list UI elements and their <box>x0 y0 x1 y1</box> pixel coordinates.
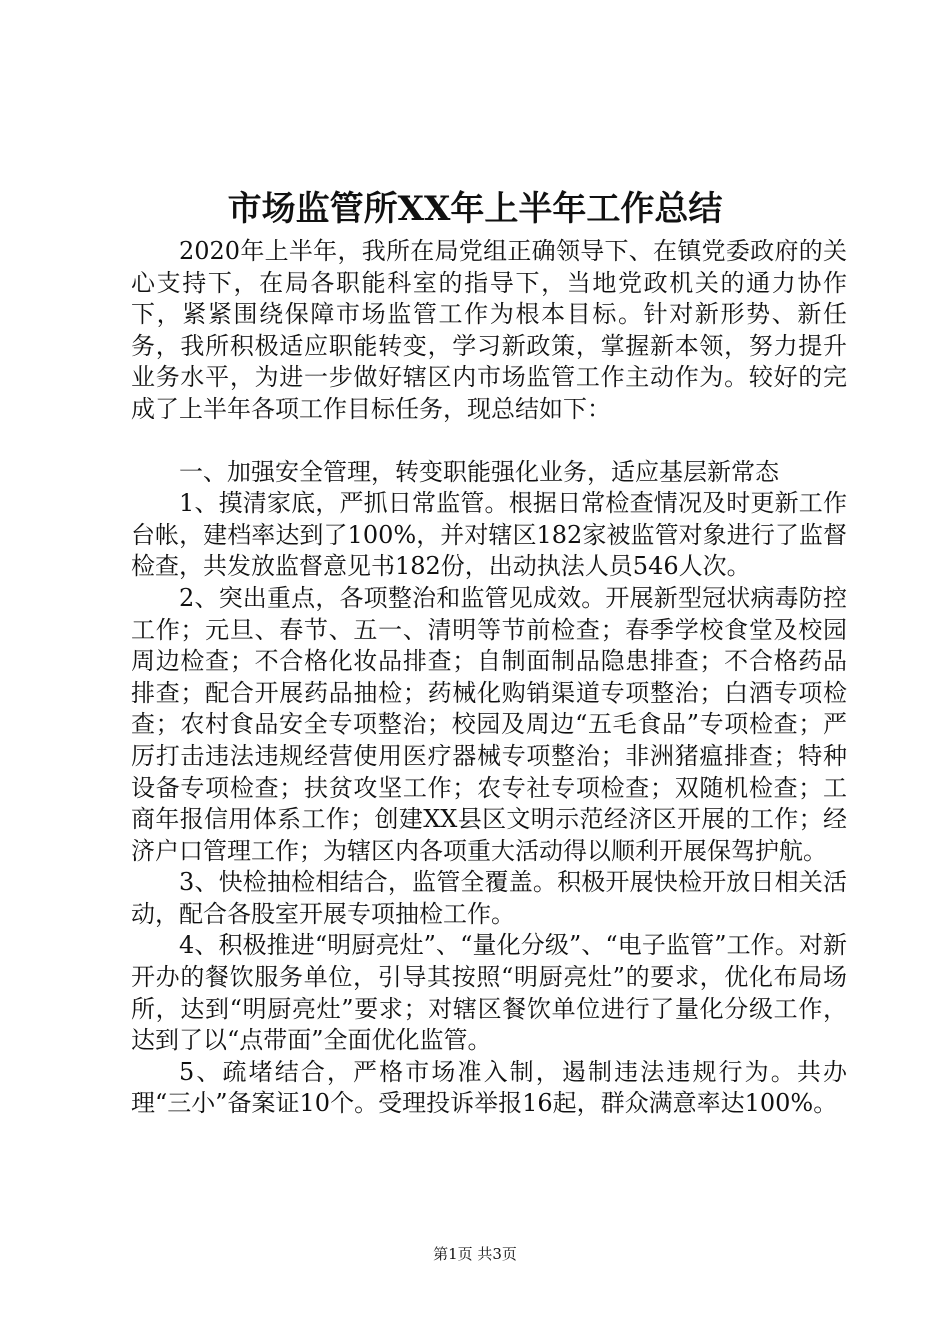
intro-paragraph: 2020年上半年，我所在局党组正确领导下、在镇党委政府的关心支持下，在局各职能科室的指导下，当地党政机关的通力协作下，紧紧围绕保障市场监管工作为根本目标。针对新形势、新任务，我所积极适应职能转变，学习新政策，掌握新本领，努力提升业务水平，为进一步做好辖区内市场监管工作主动作为。较好的完成了上半年各项工作目标任务，现总结如下： <box>131 237 847 423</box>
body-paragraph: 4、积极推进“明厨亮灶”、“量化分级”、“电子监管”工作。对新开办的餐饮服务单位，引导其按照“明厨亮灶”的要求，优化布局场所，达到“明厨亮灶”要求；对辖区餐饮单位进行了量化分级工作，达到了以“点带面”全面优化监管。 <box>131 931 847 1055</box>
document-body <box>131 236 847 1120</box>
page-footer: 第1页 共3页 <box>433 1245 517 1263</box>
body-paragraph: 2、突出重点，各项整治和监管见成效。开展新型冠状病毒防控工作；元旦、春节、五一、清明等节前检查；春季学校食堂及校园周边检查；不合格化妆品排查；自制面制品隐患排查；不合格药品排查；配合开展药品抽检；药械化购销渠道专项整治；白酒专项检查；农村食品安全专项整治；校园及周边“五毛食品”专项检查；严厉打击违法违规经营使用医疗器械专项整治；非洲猪瘟排查；特种设备专项检查；扶贫攻坚工作；农专社专项检查；双随机检查；工商年报信用体系工作；创建XX县区文明示范经济区开展的工作；经济户口管理工作；为辖区内各项重大活动得以顺利开展保驾护航。 <box>131 583 847 865</box>
section-heading: 一、加强安全管理，转变职能强化业务，适应基层新常态 <box>179 457 779 486</box>
body-paragraph: 5、疏堵结合，严格市场准入制，遏制违法违规行为。共办理“三小”备案证10个。受理投诉举报16起，群众满意率达100%。 <box>131 1057 847 1118</box>
body-paragraph: 3、快检抽检相结合，监管全覆盖。积极开展快检开放日相关活动，配合各股室开展专项抽检工作。 <box>131 868 847 928</box>
body-paragraph: 1、摸清家底，严抓日常监管。根据日常检查情况及时更新工作台帐，建档率达到了100%，并对辖区182家被监管对象进行了监督检查，共发放监督意见书182份，出动执法人员546人次。 <box>131 489 847 581</box>
document-title: 市场监管所XX年上半年工作总结 <box>227 189 723 229</box>
